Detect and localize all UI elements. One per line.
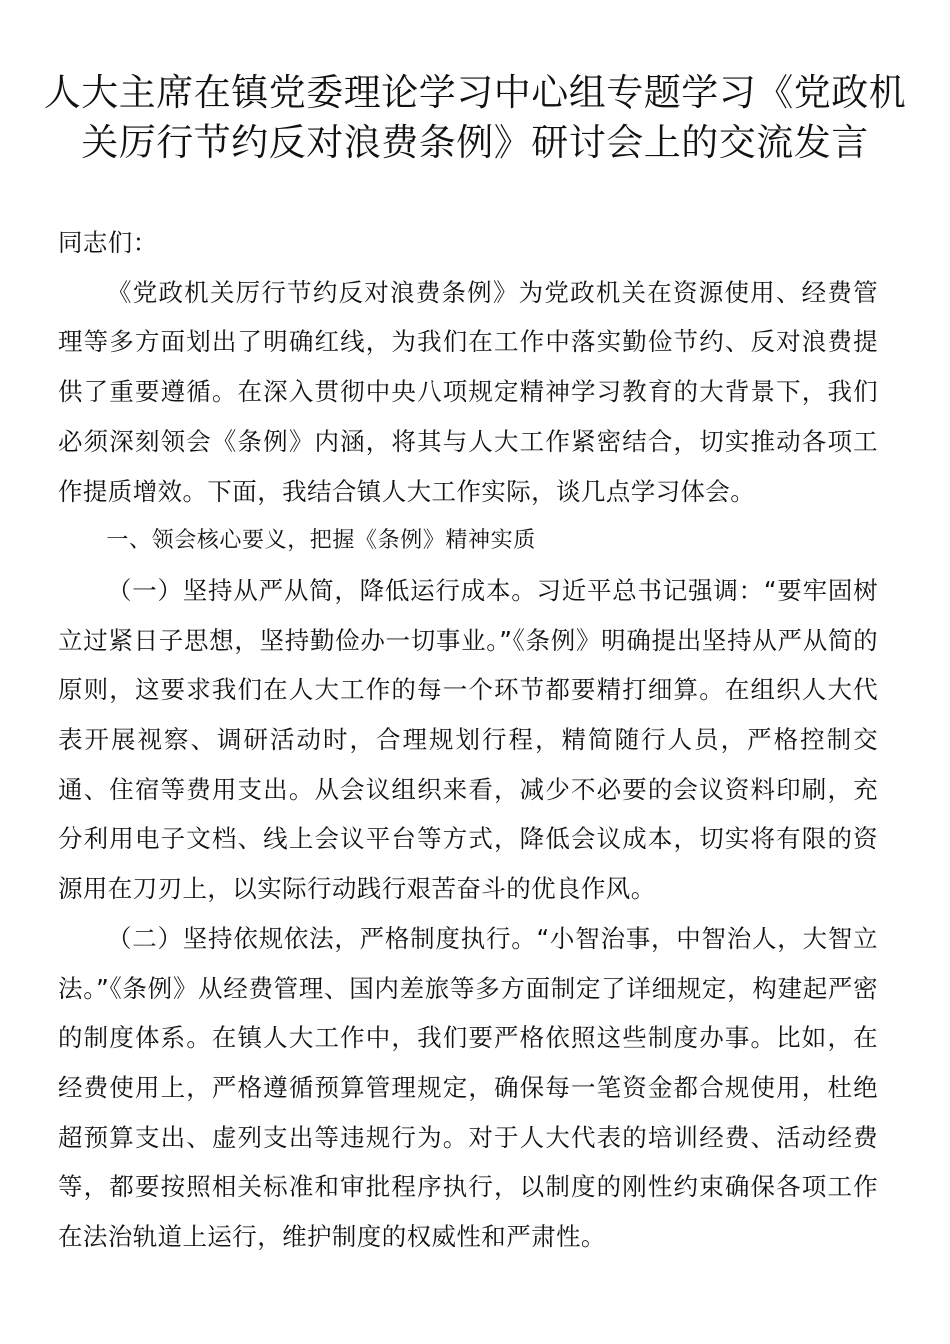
section-1-paragraph-2: （二）坚持依规依法，严格制度执行。“小智治事，中智治人，大智立法。”《条例》从经费管理、国内差旅等多方面制定了详细规定，构建起严密的制度体系。在镇人大工作中，我们要严格依照这些制度办事。比如，在经费使用上，严格遵循预算管理规定，确保每一笔资金都合规使用，杜绝超预算支出、虚列支出等违规行为。对于人大代表的培训经费、活动经费等，都要按照相关标准和审批程序执行，以制度的刚性约束确保各项工作在法治轨道上运行，维护制度的权威性和严肃性。 [58,923,878,1252]
intro-paragraph: 《党政机关厉行节约反对浪费条例》为党政机关在资源使用、经费管理等多方面划出了明确红线，为我们在工作中落实勤俭节约、反对浪费提供了重要遵循。在深入贯彻中央八项规定精神学习教育的大背景下，我们必须深刻领会《条例》内涵，将其与人大工作紧密结合，切实推动各项工作提质增效。下面，我结合镇人大工作实际，谈几点学习体会。 [58,277,878,506]
section-1-paragraph-1: （一）坚持从严从简，降低运行成本。习近平总书记强调：“要牢固树立过紧日子思想，坚持勤俭办一切事业。”《条例》明确提出坚持从严从简的原则，这要求我们在人大工作的每一个环节都要精打细算。在组织人大代表开展视察、调研活动时，合理规划行程，精简随行人员，严格控制交通、住宿等费用支出。从会议组织来看，减少不必要的会议资料印刷，充分利用电子文档、线上会议平台等方式，降低会议成本，切实将有限的资源用在刀刃上，以实际行动践行艰苦奋斗的优良作风。 [58,575,878,904]
section-1-heading: 一、领会核心要义，把握《条例》精神实质 [106,528,536,554]
salutation: 同志们： [58,228,158,257]
document-body [58,218,878,1262]
document-title: 人大主席在镇党委理论学习中心组专题学习《党政机关厉行节约反对浪费条例》研讨会上的交流发言 [43,71,907,164]
